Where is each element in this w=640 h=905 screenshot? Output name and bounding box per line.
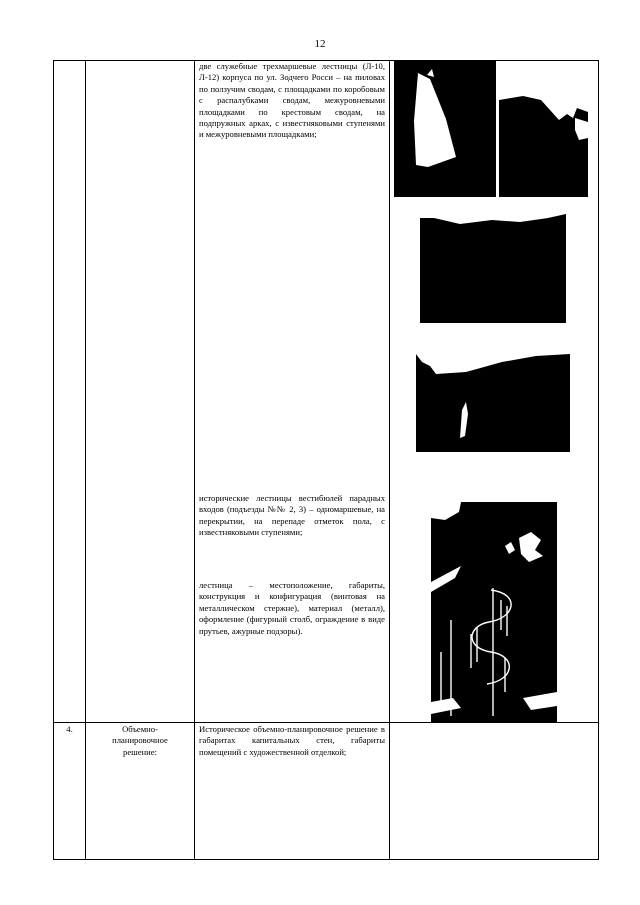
table-border-left	[53, 60, 54, 860]
table-border-right	[598, 60, 599, 860]
staircase-description-3: лестница – местоположение, габариты, конструкция и конфигурация (винтовая на металлическом стержне), материал (металл), оформление (фигурный столб, ограждение в виде прутьев, ажурные подзоры).	[199, 580, 385, 636]
row2-number-cell: 4.	[66, 724, 73, 734]
row-separator	[53, 722, 599, 723]
planning-description: Историческое объемно-планировочное решение в габаритах капитальных стен, габариты помещений с художественной отделкой;	[199, 724, 385, 757]
staircase-photo-1	[394, 61, 496, 197]
table-border-bottom	[53, 859, 599, 860]
staircase-photo-4	[416, 344, 570, 452]
staircase-description-2: исторические лестницы вестибюлей парадных входов (подъезды №№ 2, 3) – одномаршевые, на перекрытии, на перепаде отметок пола, с известняковыми ступенями;	[199, 493, 385, 538]
spiral-staircase-photo	[431, 502, 557, 722]
table-divider-2	[194, 60, 195, 860]
table-divider-3	[389, 60, 390, 860]
staircase-photo-3	[420, 208, 566, 323]
row2-name-cell: Объемно-планировочное решение:	[112, 724, 168, 757]
staircase-description-1: две служебные трехмаршевые лестницы (Л-10, Л-12) корпуса по ул. Зодчего Росси – на пиловах по ползучим сводам, с площадками по коробовым с распалубками сводам, межуровневыми площадками по крестовым сводам, на подпружных арках, с известняковыми ступенями и межуровневыми площадками;	[199, 61, 385, 140]
page-number: 12	[314, 38, 326, 50]
staircase-photo-2	[499, 78, 588, 197]
table-divider-1	[85, 60, 86, 860]
